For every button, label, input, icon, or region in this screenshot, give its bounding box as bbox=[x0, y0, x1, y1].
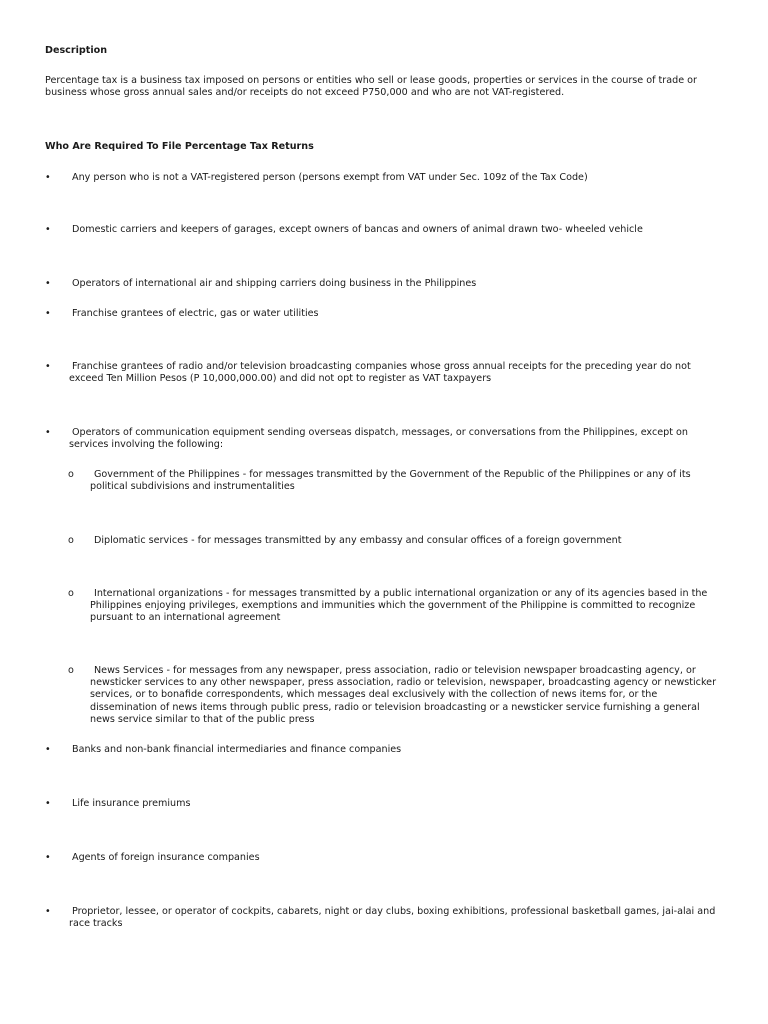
bullet-icon: • bbox=[45, 798, 51, 809]
sub-list-item-text: International organizations - for messages transmitted by a public international organization or any of its agencies based in the Philippines enjoying privileges, exemptions and immunities which the government of the Philippine is committed to recognize pursuant to an international agreement bbox=[90, 588, 708, 624]
required-heading: Who Are Required To File Percentage Tax Returns bbox=[45, 141, 314, 152]
list-item bbox=[45, 798, 726, 810]
list-item bbox=[45, 361, 726, 385]
circle-bullet-icon: o bbox=[68, 535, 74, 546]
sub-list-item bbox=[68, 588, 726, 625]
list-item bbox=[45, 906, 726, 930]
list-item-text: Life insurance premiums bbox=[72, 798, 191, 809]
circle-bullet-icon: o bbox=[68, 665, 74, 676]
list-item-text: Proprietor, lessee, or operator of cockpits, cabarets, night or day clubs, boxing exhibitions, professional basketball games, jai-alai and race tracks bbox=[69, 906, 716, 930]
sub-list-item-text: Diplomatic services - for messages transmitted by any embassy and consular offices of a foreign government bbox=[94, 535, 622, 546]
list-item-text: Franchise grantees of electric, gas or water utilities bbox=[72, 308, 319, 319]
bullet-icon: • bbox=[45, 744, 51, 755]
bullet-icon: • bbox=[45, 361, 51, 372]
sub-list-item bbox=[68, 665, 726, 726]
list-item-text: Franchise grantees of radio and/or television broadcasting companies whose gross annual receipts for the preceding year do not exceed Ten Million Pesos (P 10,000,000.00) and did not opt to register as VAT taxpayers bbox=[69, 361, 691, 385]
list-item bbox=[45, 224, 726, 236]
list-item bbox=[45, 172, 726, 184]
list-item bbox=[45, 308, 726, 320]
list-item bbox=[45, 278, 726, 290]
circle-bullet-icon: o bbox=[68, 469, 74, 480]
circle-bullet-icon: o bbox=[68, 588, 74, 599]
list-item bbox=[45, 852, 726, 864]
bullet-icon: • bbox=[45, 308, 51, 319]
list-item bbox=[45, 427, 726, 451]
sub-list-item bbox=[68, 535, 726, 547]
sub-list-item-text: News Services - for messages from any newspaper, press association, radio or television newspaper broadcasting agency, or newsticker services to any other newspaper, press association, radio or television, newspaper, broadcasting agency or newsticker services, or to bonafide correspondents, which messages deal exclusively with the collection of news items for, or the dissemination of news items through public press, radio or television broadcasting or a newsticker service furnishing a general news service similar to that of the public press bbox=[90, 665, 717, 725]
bullet-icon: • bbox=[45, 172, 51, 183]
list-item bbox=[45, 744, 726, 756]
bullet-icon: • bbox=[45, 906, 51, 917]
description-body: Percentage tax is a business tax imposed on persons or entities who sell or lease goods, properties or services in the course of trade or business whose gross annual sales and/or receipts do not exceed P750,000 and who are not VAT-registered. bbox=[45, 75, 697, 99]
list-item-text: Domestic carriers and keepers of garages, except owners of bancas and owners of animal drawn two- wheeled vehicle bbox=[72, 224, 643, 235]
bullet-icon: • bbox=[45, 278, 51, 289]
list-item-text: Banks and non-bank financial intermediaries and finance companies bbox=[72, 744, 402, 755]
list-item-text: Any person who is not a VAT-registered person (persons exempt from VAT under Sec. 109z of the Tax Code) bbox=[72, 172, 588, 183]
list-item-text: Operators of international air and shipping carriers doing business in the Philippines bbox=[72, 278, 477, 289]
bullet-icon: • bbox=[45, 852, 51, 863]
sub-list-item bbox=[68, 469, 726, 493]
bullet-icon: • bbox=[45, 224, 51, 235]
list-item-text: Agents of foreign insurance companies bbox=[72, 852, 260, 863]
sub-list-item-text: Government of the Philippines - for messages transmitted by the Government of the Republic of the Philippines or any of its political subdivisions and instrumentalities bbox=[90, 469, 691, 493]
bullet-icon: • bbox=[45, 427, 51, 438]
description-heading: Description bbox=[45, 45, 108, 56]
list-item-text: Operators of communication equipment sending overseas dispatch, messages, or conversations from the Philippines, except on services involving the following: bbox=[69, 427, 688, 451]
